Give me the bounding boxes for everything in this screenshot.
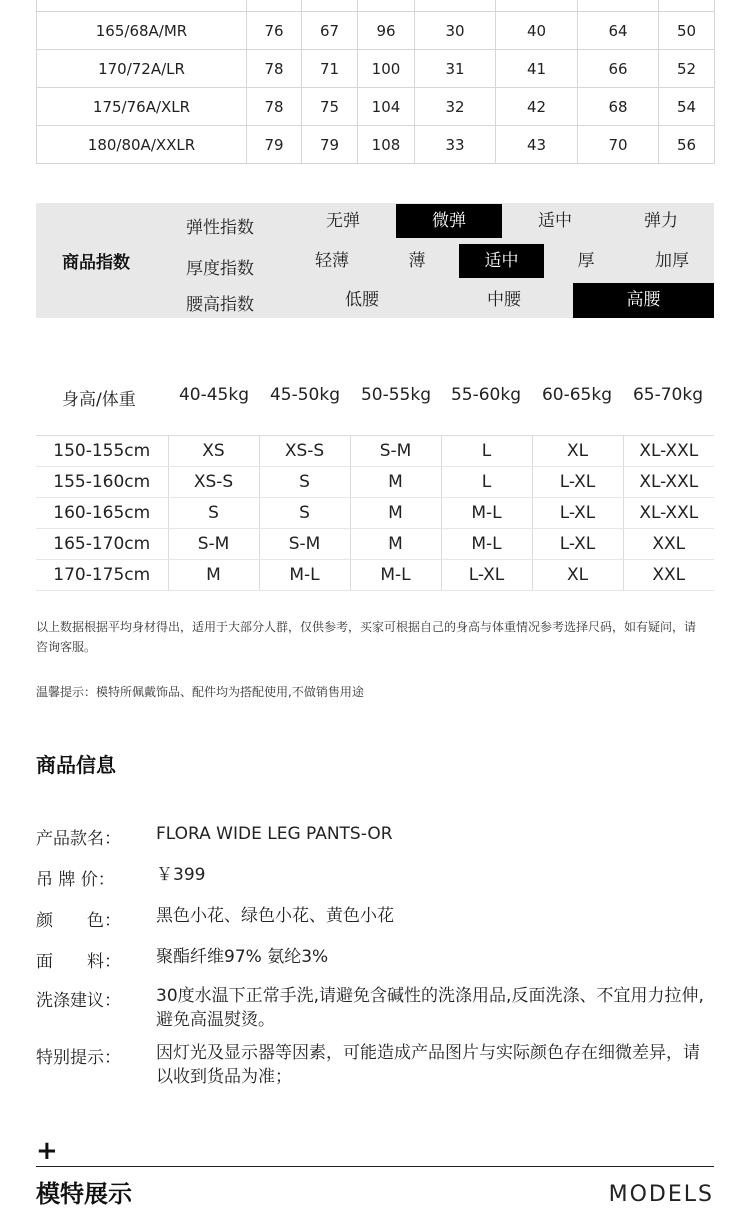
size-recommend-cell: XL-XXL bbox=[623, 436, 714, 467]
size-cell: 96 bbox=[358, 12, 415, 50]
size-cell bbox=[37, 0, 247, 12]
elasticity-option: 适中 bbox=[538, 211, 572, 231]
plus-icon: + bbox=[36, 1136, 58, 1166]
size-recommend-cell: L-XL bbox=[532, 467, 623, 498]
size-recommend-cell: XL-XXL bbox=[623, 467, 714, 498]
size-recommend-cell: XS-S bbox=[259, 436, 350, 467]
thickness-option: 加厚 bbox=[655, 251, 689, 271]
weight-height-row bbox=[36, 529, 714, 560]
size-recommend-cell: M bbox=[350, 529, 441, 560]
size-cell: 79 bbox=[302, 126, 358, 164]
size-cell: 100 bbox=[358, 50, 415, 88]
warm-tip: 温馨提示：模特所佩戴饰品、配件均为搭配使用,不做销售用途 bbox=[36, 685, 364, 699]
size-cell: 54 bbox=[659, 88, 715, 126]
size-recommend-cell: L-XL bbox=[532, 529, 623, 560]
weight-height-row bbox=[36, 498, 714, 529]
weight-height-row bbox=[36, 560, 714, 591]
size-cell: 78 bbox=[247, 50, 302, 88]
size-cell: 79 bbox=[247, 126, 302, 164]
info-value: 因灯光及显示器等因素，可能造成产品图片与实际颜色存在细微差异，请以收到货品为准； bbox=[156, 1043, 700, 1087]
size-cell: 71 bbox=[302, 50, 358, 88]
size-cell: 56 bbox=[659, 126, 715, 164]
size-recommend-cell: M bbox=[350, 467, 441, 498]
size-row bbox=[37, 126, 715, 164]
weight-header: 50-55kg bbox=[360, 385, 432, 405]
size-recommend-cell: M-L bbox=[350, 560, 441, 591]
height-cell: 160-165cm bbox=[36, 498, 168, 529]
size-recommend-cell: S-M bbox=[350, 436, 441, 467]
size-row bbox=[37, 0, 715, 12]
size-recommend-cell: S bbox=[168, 498, 259, 529]
size-recommend-cell: S bbox=[259, 498, 350, 529]
size-recommend-cell: XXL bbox=[623, 529, 714, 560]
size-cell: 180/80A/XXLR bbox=[37, 126, 247, 164]
size-recommend-cell: XL bbox=[532, 436, 623, 467]
size-table bbox=[36, 0, 715, 164]
size-cell: 68 bbox=[578, 88, 659, 126]
size-recommend-cell: L-XL bbox=[441, 560, 532, 591]
size-cell bbox=[302, 0, 358, 12]
info-value: 30度水温下正常手洗,请避免含碱性的洗涤用品,反面洗涤、不宜用力拉伸,避免高温熨烫。 bbox=[156, 986, 704, 1030]
size-recommend-cell: M bbox=[350, 498, 441, 529]
size-cell bbox=[496, 0, 578, 12]
info-label: 面 料： bbox=[36, 952, 121, 972]
models-title: 模特展示 bbox=[36, 1180, 132, 1208]
weight-height-row bbox=[36, 436, 714, 467]
size-cell: 75 bbox=[302, 88, 358, 126]
waist-option: 低腰 bbox=[345, 290, 379, 310]
size-recommend-cell: L-XL bbox=[532, 498, 623, 529]
weight-header: 60-65kg bbox=[541, 385, 613, 405]
size-cell: 30 bbox=[415, 12, 496, 50]
size-cell: 42 bbox=[496, 88, 578, 126]
size-cell: 40 bbox=[496, 12, 578, 50]
weight-header: 55-60kg bbox=[450, 385, 522, 405]
size-cell: 67 bbox=[302, 12, 358, 50]
size-cell: 76 bbox=[247, 12, 302, 50]
info-value: 聚酯纤维97% 氨纶3% bbox=[156, 947, 329, 967]
height-cell: 165-170cm bbox=[36, 529, 168, 560]
size-cell: 50 bbox=[659, 12, 715, 50]
size-recommend-cell: L bbox=[441, 436, 532, 467]
height-cell: 170-175cm bbox=[36, 560, 168, 591]
height-cell: 155-160cm bbox=[36, 467, 168, 498]
size-cell bbox=[659, 0, 715, 12]
size-disclaimer: 以上数据根据平均身材得出，适用于大部分人群，仅供参考，买家可根据自己的身高与体重情况参考选择尺码，如有疑问，请咨询客服。 bbox=[36, 620, 697, 654]
size-recommend-cell: XL bbox=[532, 560, 623, 591]
size-cell: 52 bbox=[659, 50, 715, 88]
size-recommend-cell: M-L bbox=[259, 560, 350, 591]
size-cell: 175/76A/XLR bbox=[37, 88, 247, 126]
thickness-label: 厚度指数 bbox=[186, 259, 254, 279]
size-recommend-cell: M-L bbox=[441, 498, 532, 529]
product-info-title: 商品信息 bbox=[36, 753, 116, 777]
size-recommend-cell: L bbox=[441, 467, 532, 498]
size-recommend-cell: M bbox=[168, 560, 259, 591]
size-recommend-cell: S-M bbox=[168, 529, 259, 560]
size-cell: 66 bbox=[578, 50, 659, 88]
weight-header: 65-70kg bbox=[632, 385, 704, 405]
info-label: 洗涤建议： bbox=[36, 991, 121, 1011]
size-recommend-cell: S-M bbox=[259, 529, 350, 560]
thickness-option: 适中 bbox=[459, 244, 544, 278]
size-cell bbox=[415, 0, 496, 12]
size-cell: 104 bbox=[358, 88, 415, 126]
weight-header: 45-50kg bbox=[269, 385, 341, 405]
thickness-option: 薄 bbox=[408, 251, 426, 271]
info-label: 颜 色： bbox=[36, 911, 121, 931]
info-value: FLORA WIDE LEG PANTS-OR bbox=[156, 824, 393, 844]
size-cell: 33 bbox=[415, 126, 496, 164]
size-recommend-cell: XS bbox=[168, 436, 259, 467]
info-label: 产品款名： bbox=[36, 829, 121, 849]
elasticity-option: 无弹 bbox=[326, 211, 360, 231]
elasticity-option: 弹力 bbox=[644, 211, 678, 231]
size-cell: 43 bbox=[496, 126, 578, 164]
divider bbox=[36, 1166, 714, 1167]
product-index-block bbox=[36, 203, 714, 318]
size-cell: 108 bbox=[358, 126, 415, 164]
size-recommend-cell: XS-S bbox=[168, 467, 259, 498]
size-row bbox=[37, 50, 715, 88]
models-title-en: MODELS bbox=[608, 1182, 714, 1207]
height-weight-corner: 身高/体重 bbox=[62, 390, 136, 410]
info-label: 特别提示： bbox=[36, 1048, 121, 1068]
elasticity-option: 微弹 bbox=[396, 204, 502, 238]
size-cell: 70 bbox=[578, 126, 659, 164]
size-row bbox=[37, 12, 715, 50]
size-recommend-cell: M-L bbox=[441, 529, 532, 560]
thickness-option: 轻薄 bbox=[315, 251, 349, 271]
info-label: 吊 牌 价： bbox=[36, 870, 115, 890]
size-recommend-cell: S bbox=[259, 467, 350, 498]
size-cell: 64 bbox=[578, 12, 659, 50]
waist-option: 中腰 bbox=[487, 290, 521, 310]
size-cell bbox=[358, 0, 415, 12]
size-cell: 78 bbox=[247, 88, 302, 126]
waist-option: 高腰 bbox=[573, 283, 714, 318]
weight-header: 40-45kg bbox=[178, 385, 250, 405]
product-index-title: 商品指数 bbox=[62, 253, 130, 273]
weight-height-row bbox=[36, 467, 714, 498]
waist-label: 腰高指数 bbox=[186, 295, 254, 315]
size-row bbox=[37, 88, 715, 126]
size-cell bbox=[247, 0, 302, 12]
elasticity-label: 弹性指数 bbox=[186, 218, 254, 238]
size-cell bbox=[578, 0, 659, 12]
size-recommend-cell: XL-XXL bbox=[623, 498, 714, 529]
size-cell: 165/68A/MR bbox=[37, 12, 247, 50]
size-cell: 32 bbox=[415, 88, 496, 126]
info-value: 黑色小花、绿色小花、黄色小花 bbox=[156, 906, 394, 926]
size-cell: 41 bbox=[496, 50, 578, 88]
size-recommend-cell: XXL bbox=[623, 560, 714, 591]
thickness-option: 厚 bbox=[577, 251, 595, 271]
info-value: ￥399 bbox=[156, 865, 206, 885]
weight-height-table bbox=[36, 435, 714, 591]
height-cell: 150-155cm bbox=[36, 436, 168, 467]
size-cell: 31 bbox=[415, 50, 496, 88]
size-cell: 170/72A/LR bbox=[37, 50, 247, 88]
